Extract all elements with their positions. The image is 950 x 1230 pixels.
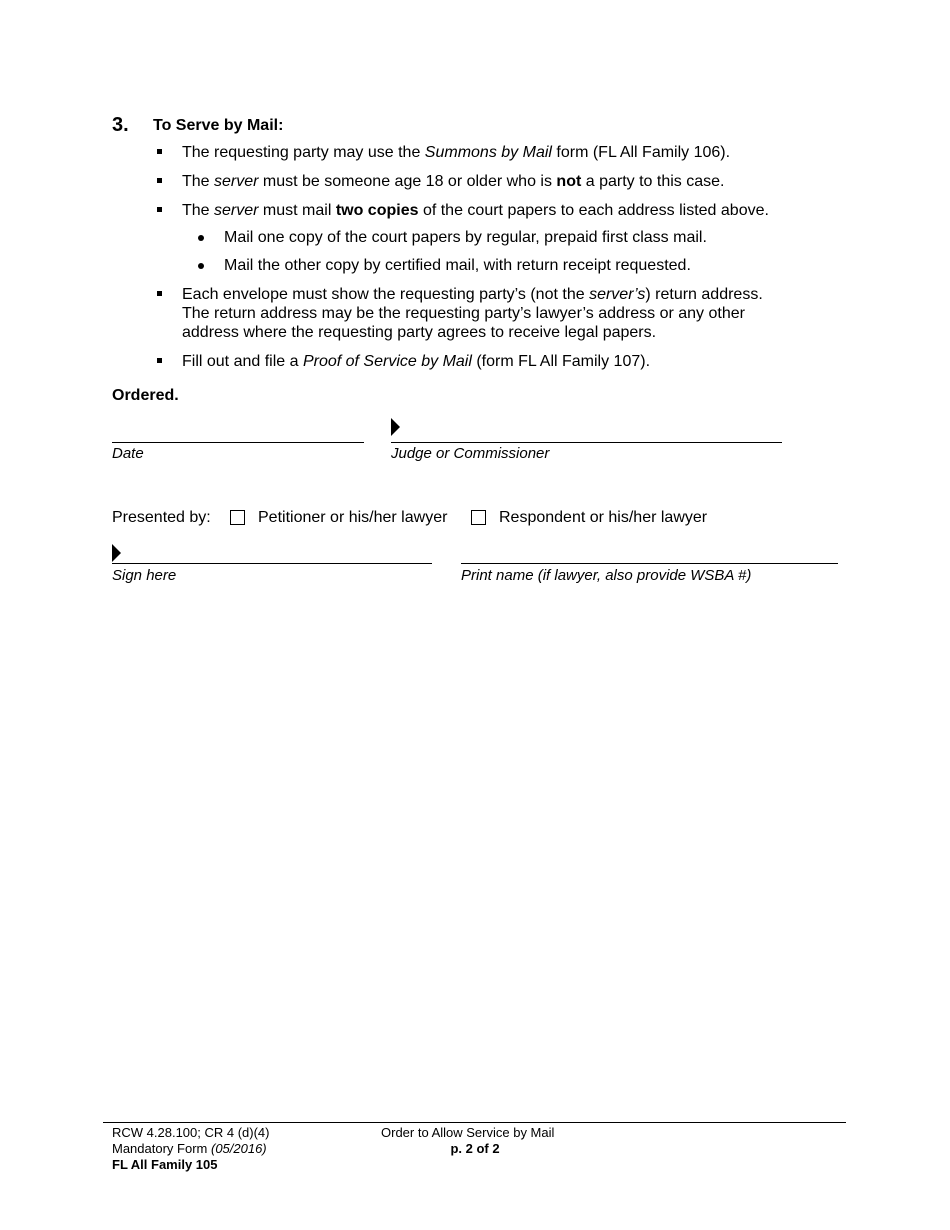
- judge-signature-line[interactable]: [391, 442, 782, 443]
- ordered-label: Ordered.: [112, 387, 179, 404]
- bullet-two-copies: The server must mail two copies of the court papers to each address listed above.: [182, 202, 769, 219]
- square-bullet-icon: [157, 207, 162, 212]
- sign-arrow-icon: [112, 544, 121, 562]
- print-name-line[interactable]: [461, 563, 838, 564]
- sign-here-label: Sign here: [112, 567, 177, 584]
- section-title: To Serve by Mail:: [153, 117, 284, 134]
- respondent-checkbox[interactable]: [471, 510, 486, 525]
- footer-page-number: p. 2 of 2: [450, 1141, 500, 1156]
- date-line[interactable]: [112, 442, 364, 443]
- subbullet-certified-mail: Mail the other copy by certified mail, with return receipt requested.: [224, 257, 691, 274]
- round-bullet-icon: [198, 235, 204, 241]
- footer-divider: [103, 1122, 846, 1123]
- petitioner-checkbox[interactable]: [230, 510, 245, 525]
- footer-form-id: FL All Family 105: [112, 1157, 218, 1172]
- bullet-return-address-line3: address where the requesting party agrees to receive legal papers.: [182, 324, 657, 341]
- footer-statute: RCW 4.28.100; CR 4 (d)(4): [112, 1125, 270, 1140]
- respondent-option-label: Respondent or his/her lawyer: [499, 509, 708, 526]
- bullet-server-age: The server must be someone age 18 or older who is not a party to this case.: [182, 173, 725, 190]
- bullet-proof-of-service: Fill out and file a Proof of Service by Mail (form FL All Family 107).: [182, 353, 651, 370]
- judge-label: Judge or Commissioner: [391, 445, 550, 462]
- presented-by-label: Presented by:: [112, 509, 211, 526]
- sign-arrow-icon: [391, 418, 400, 436]
- round-bullet-icon: [198, 263, 204, 269]
- section-number: 3.: [112, 114, 129, 136]
- date-label: Date: [112, 445, 144, 462]
- square-bullet-icon: [157, 149, 162, 154]
- signature-line[interactable]: [112, 563, 432, 564]
- subbullet-regular-mail: Mail one copy of the court papers by regular, prepaid first class mail.: [224, 229, 707, 246]
- square-bullet-icon: [157, 178, 162, 183]
- print-name-label: Print name (if lawyer, also provide WSBA #): [461, 567, 752, 584]
- petitioner-option-label: Petitioner or his/her lawyer: [258, 509, 448, 526]
- bullet-return-address: Each envelope must show the requesting party’s (not the server’s) return address.: [182, 286, 763, 303]
- bullet-summons: The requesting party may use the Summons by Mail form (FL All Family 106).: [182, 144, 731, 161]
- square-bullet-icon: [157, 358, 162, 363]
- footer-title: Order to Allow Service by Mail: [381, 1125, 555, 1140]
- footer-mandatory-form: Mandatory Form (05/2016): [112, 1141, 267, 1156]
- bullet-return-address-line2: The return address may be the requesting party’s lawyer’s address or any other: [182, 305, 745, 322]
- square-bullet-icon: [157, 291, 162, 296]
